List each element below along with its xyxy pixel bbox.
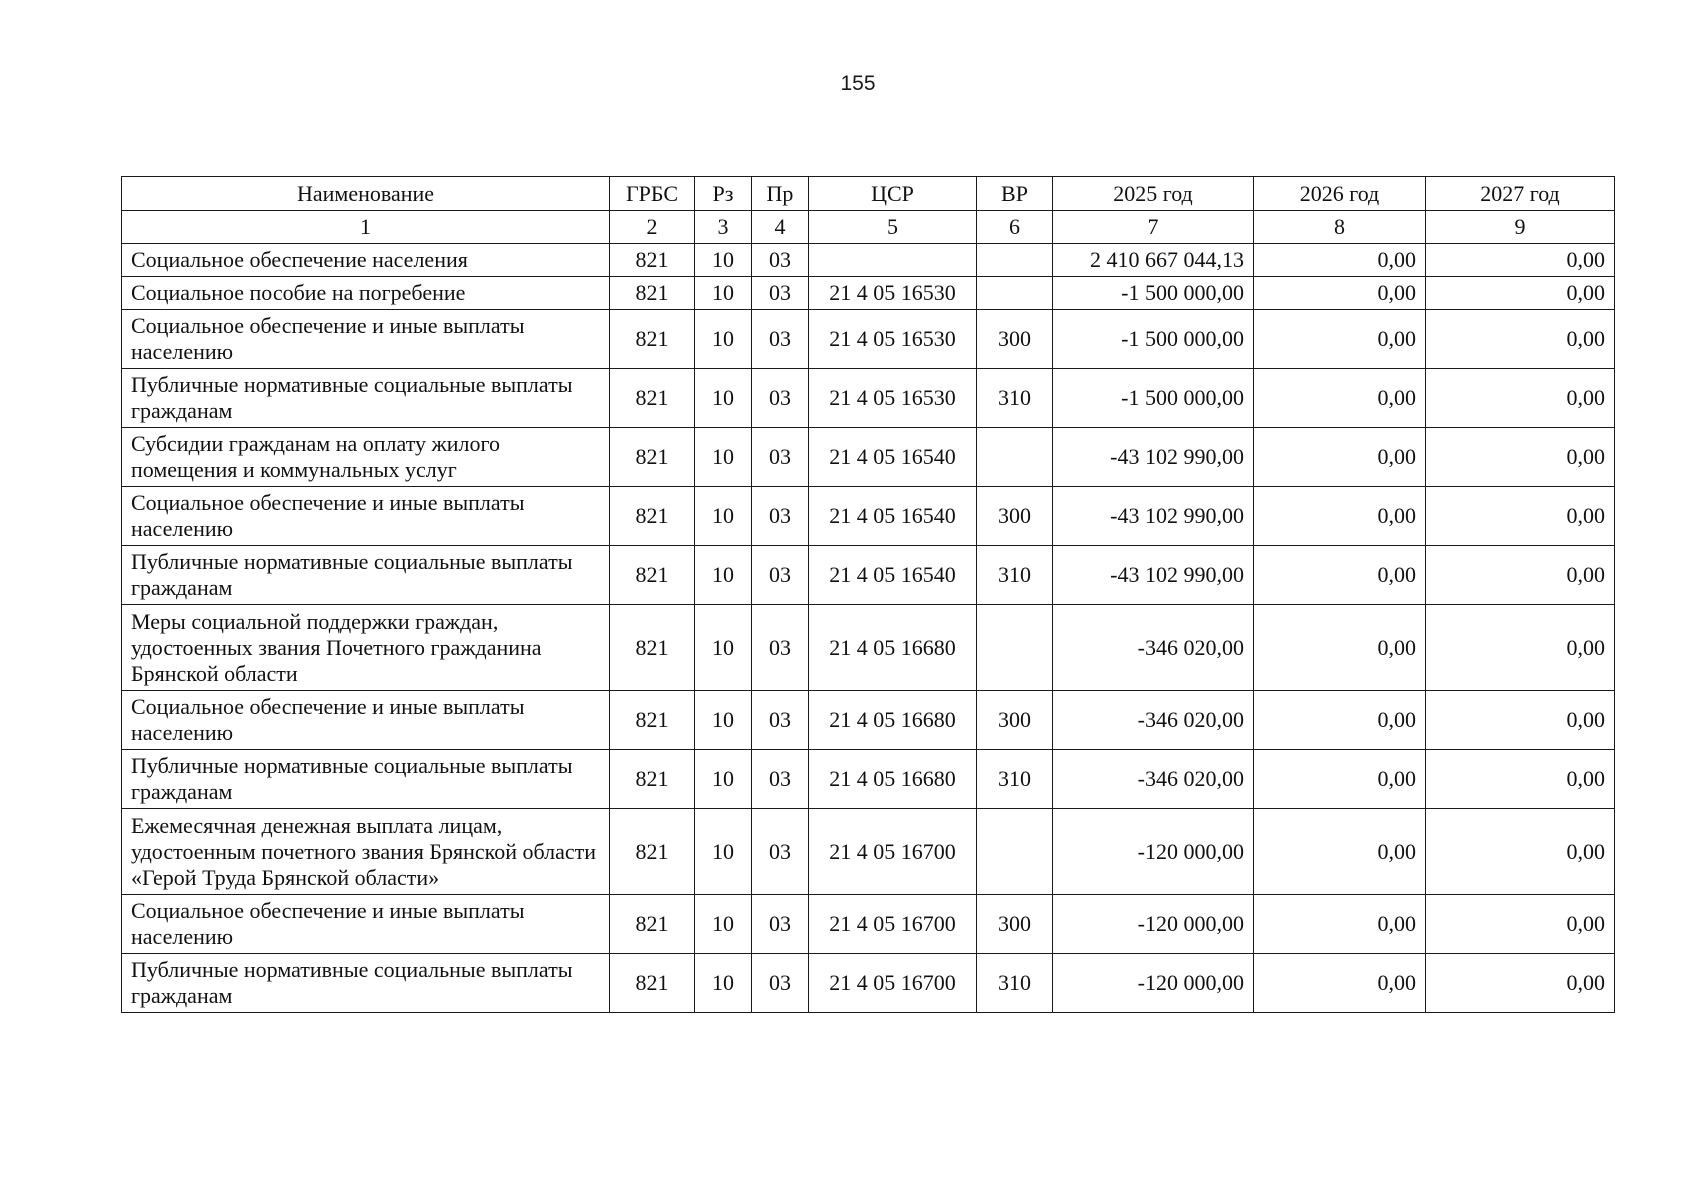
row-csr: 21 4 05 16700 (809, 954, 977, 1013)
row-value-2026: 0,00 (1254, 487, 1426, 546)
row-pr: 03 (752, 487, 809, 546)
row-value-2025: -1 500 000,00 (1053, 310, 1254, 369)
row-grbs: 821 (610, 487, 695, 546)
row-vr: 300 (977, 487, 1053, 546)
row-vr (977, 244, 1053, 277)
row-csr: 21 4 05 16700 (809, 809, 977, 895)
row-rz: 10 (695, 369, 752, 428)
row-name: Публичные нормативные социальные выплаты гражданам (122, 750, 610, 809)
row-pr: 03 (752, 244, 809, 277)
row-csr: 21 4 05 16680 (809, 750, 977, 809)
row-value-2025: 2 410 667 044,13 (1053, 244, 1254, 277)
row-grbs: 821 (610, 546, 695, 605)
header-grbs: ГРБС (610, 177, 695, 211)
table-row (122, 277, 1615, 310)
row-vr (977, 809, 1053, 895)
row-vr: 300 (977, 691, 1053, 750)
row-value-2025: -1 500 000,00 (1053, 369, 1254, 428)
row-vr: 310 (977, 546, 1053, 605)
row-grbs: 821 (610, 605, 695, 691)
row-csr: 21 4 05 16530 (809, 310, 977, 369)
header-name: Наименование (122, 177, 610, 211)
row-rz: 10 (695, 954, 752, 1013)
row-rz: 10 (695, 310, 752, 369)
row-grbs: 821 (610, 369, 695, 428)
table-row (122, 487, 1615, 546)
row-name: Социальное обеспечение и иные выплаты населению (122, 691, 610, 750)
row-value-2027: 0,00 (1426, 428, 1615, 487)
row-grbs: 821 (610, 691, 695, 750)
row-grbs: 821 (610, 244, 695, 277)
row-value-2025: -43 102 990,00 (1053, 546, 1254, 605)
row-name: Социальное пособие на погребение (122, 277, 610, 310)
row-value-2027: 0,00 (1426, 277, 1615, 310)
table-row (122, 895, 1615, 954)
row-pr: 03 (752, 691, 809, 750)
row-vr (977, 605, 1053, 691)
row-pr: 03 (752, 369, 809, 428)
row-rz: 10 (695, 605, 752, 691)
row-vr (977, 277, 1053, 310)
row-csr: 21 4 05 16680 (809, 691, 977, 750)
row-value-2025: -346 020,00 (1053, 691, 1254, 750)
row-value-2027: 0,00 (1426, 487, 1615, 546)
row-value-2027: 0,00 (1426, 954, 1615, 1013)
table-row (122, 954, 1615, 1013)
column-number: 3 (695, 211, 752, 244)
row-value-2027: 0,00 (1426, 809, 1615, 895)
row-pr: 03 (752, 750, 809, 809)
row-pr: 03 (752, 428, 809, 487)
row-value-2025: -120 000,00 (1053, 895, 1254, 954)
row-name: Социальное обеспечение населения (122, 244, 610, 277)
row-value-2027: 0,00 (1426, 369, 1615, 428)
row-vr: 310 (977, 954, 1053, 1013)
column-number: 4 (752, 211, 809, 244)
header-rz: Рз (695, 177, 752, 211)
row-csr (809, 244, 977, 277)
row-grbs: 821 (610, 277, 695, 310)
table-row (122, 750, 1615, 809)
row-csr: 21 4 05 16530 (809, 277, 977, 310)
row-csr: 21 4 05 16530 (809, 369, 977, 428)
row-grbs: 821 (610, 428, 695, 487)
row-csr: 21 4 05 16540 (809, 546, 977, 605)
row-csr: 21 4 05 16540 (809, 428, 977, 487)
row-grbs: 821 (610, 310, 695, 369)
column-number: 2 (610, 211, 695, 244)
table-row (122, 691, 1615, 750)
row-name: Социальное обеспечение и иные выплаты населению (122, 310, 610, 369)
row-pr: 03 (752, 546, 809, 605)
row-value-2025: -43 102 990,00 (1053, 487, 1254, 546)
row-vr: 310 (977, 750, 1053, 809)
row-rz: 10 (695, 895, 752, 954)
row-value-2027: 0,00 (1426, 895, 1615, 954)
row-grbs: 821 (610, 809, 695, 895)
row-rz: 10 (695, 546, 752, 605)
column-number-row (122, 211, 1615, 244)
row-value-2026: 0,00 (1254, 954, 1426, 1013)
row-vr: 300 (977, 895, 1053, 954)
row-value-2025: -1 500 000,00 (1053, 277, 1254, 310)
row-value-2026: 0,00 (1254, 691, 1426, 750)
row-rz: 10 (695, 277, 752, 310)
row-name: Публичные нормативные социальные выплаты гражданам (122, 954, 610, 1013)
row-name: Ежемесячная денежная выплата лицам, удостоенным почетного звания Брянской области «Герой Труда Брянской области» (122, 809, 610, 895)
header-pr: Пр (752, 177, 809, 211)
row-value-2025: -43 102 990,00 (1053, 428, 1254, 487)
column-number: 9 (1426, 211, 1615, 244)
table-row (122, 546, 1615, 605)
row-pr: 03 (752, 310, 809, 369)
row-vr (977, 428, 1053, 487)
column-number: 8 (1254, 211, 1426, 244)
row-value-2027: 0,00 (1426, 605, 1615, 691)
header-csr: ЦСР (809, 177, 977, 211)
row-name: Субсидии гражданам на оплату жилого помещения и коммунальных услуг (122, 428, 610, 487)
row-rz: 10 (695, 750, 752, 809)
column-number: 7 (1053, 211, 1254, 244)
row-value-2027: 0,00 (1426, 750, 1615, 809)
header-2025: 2025 год (1053, 177, 1254, 211)
row-value-2026: 0,00 (1254, 809, 1426, 895)
table-row (122, 809, 1615, 895)
row-rz: 10 (695, 244, 752, 277)
row-pr: 03 (752, 954, 809, 1013)
row-name: Меры социальной поддержки граждан, удостоенных звания Почетного гражданина Брянской области (122, 605, 610, 691)
row-grbs: 821 (610, 750, 695, 809)
row-name: Публичные нормативные социальные выплаты гражданам (122, 546, 610, 605)
row-value-2027: 0,00 (1426, 691, 1615, 750)
row-rz: 10 (695, 487, 752, 546)
table-row (122, 605, 1615, 691)
column-number: 6 (977, 211, 1053, 244)
row-value-2026: 0,00 (1254, 750, 1426, 809)
row-vr: 300 (977, 310, 1053, 369)
row-name: Социальное обеспечение и иные выплаты населению (122, 487, 610, 546)
page-number: 155 (840, 72, 876, 95)
table-body (122, 244, 1615, 1013)
row-rz: 10 (695, 809, 752, 895)
row-value-2027: 0,00 (1426, 244, 1615, 277)
row-grbs: 821 (610, 895, 695, 954)
row-grbs: 821 (610, 954, 695, 1013)
table-row (122, 310, 1615, 369)
row-value-2026: 0,00 (1254, 428, 1426, 487)
row-rz: 10 (695, 428, 752, 487)
row-value-2026: 0,00 (1254, 895, 1426, 954)
header-2027: 2027 год (1426, 177, 1615, 211)
row-value-2027: 0,00 (1426, 546, 1615, 605)
column-number: 5 (809, 211, 977, 244)
row-value-2026: 0,00 (1254, 369, 1426, 428)
row-vr: 310 (977, 369, 1053, 428)
row-csr: 21 4 05 16540 (809, 487, 977, 546)
row-pr: 03 (752, 809, 809, 895)
header-row (122, 177, 1615, 211)
row-value-2026: 0,00 (1254, 244, 1426, 277)
row-pr: 03 (752, 605, 809, 691)
row-csr: 21 4 05 16700 (809, 895, 977, 954)
row-name: Публичные нормативные социальные выплаты гражданам (122, 369, 610, 428)
row-value-2025: -346 020,00 (1053, 750, 1254, 809)
row-value-2027: 0,00 (1426, 310, 1615, 369)
column-number: 1 (122, 211, 610, 244)
row-value-2026: 0,00 (1254, 605, 1426, 691)
row-value-2025: -346 020,00 (1053, 605, 1254, 691)
row-value-2026: 0,00 (1254, 546, 1426, 605)
header-2026: 2026 год (1254, 177, 1426, 211)
row-value-2026: 0,00 (1254, 310, 1426, 369)
table-row (122, 428, 1615, 487)
row-csr: 21 4 05 16680 (809, 605, 977, 691)
row-pr: 03 (752, 895, 809, 954)
row-rz: 10 (695, 691, 752, 750)
table-row (122, 369, 1615, 428)
table-row (122, 244, 1615, 277)
budget-table (121, 176, 1615, 1013)
row-value-2026: 0,00 (1254, 277, 1426, 310)
row-value-2025: -120 000,00 (1053, 809, 1254, 895)
row-pr: 03 (752, 277, 809, 310)
header-vr: ВР (977, 177, 1053, 211)
row-value-2025: -120 000,00 (1053, 954, 1254, 1013)
row-name: Социальное обеспечение и иные выплаты населению (122, 895, 610, 954)
